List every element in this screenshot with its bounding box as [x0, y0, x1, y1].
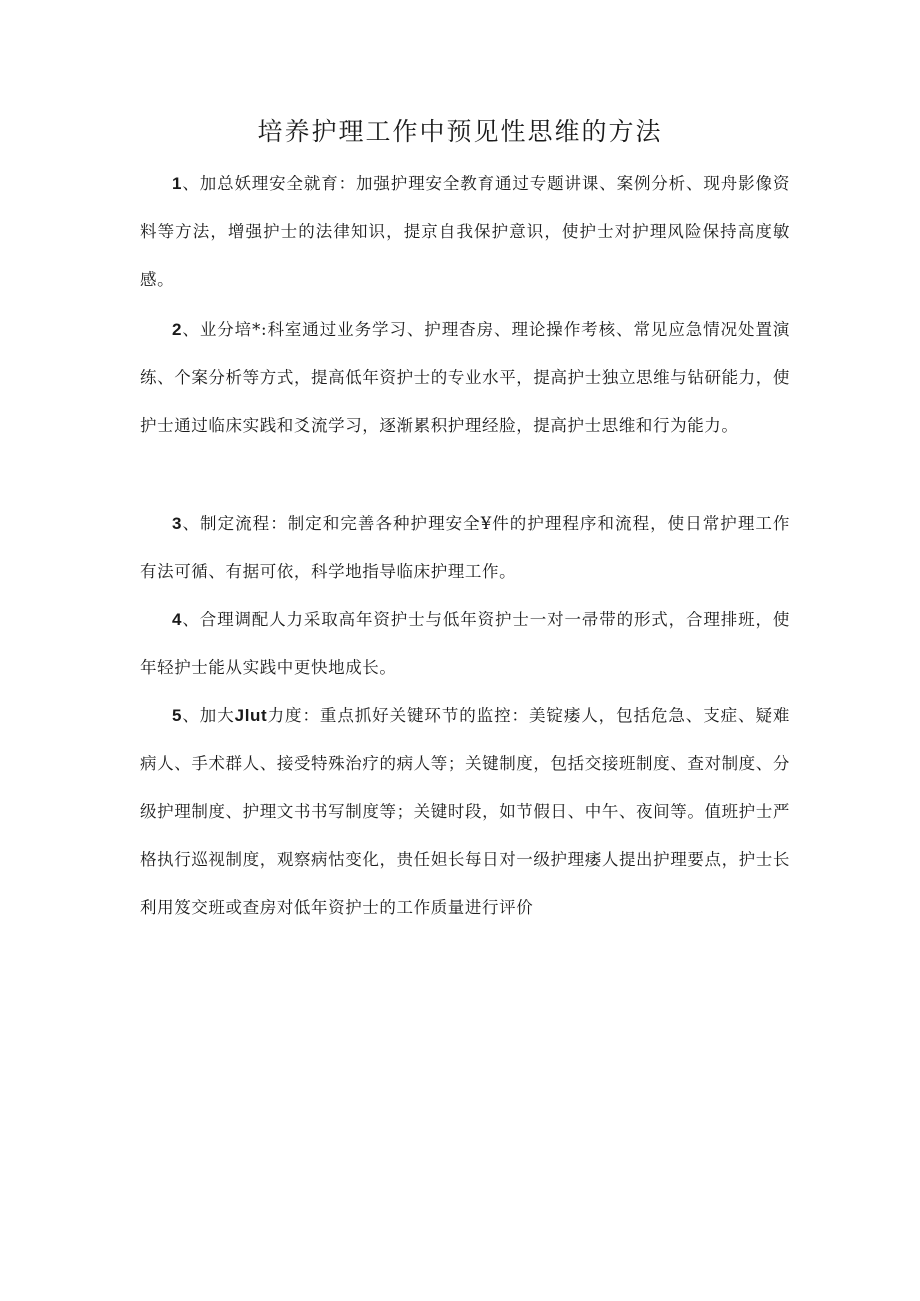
document-title: 培养护理工作中预见性思维的方法 [257, 117, 663, 146]
paragraph-5 [140, 692, 790, 932]
paragraph-1 [140, 160, 790, 304]
paragraph-number: 3 [172, 514, 183, 533]
paragraph-text: 、加总妖理安全就育：加强护理安全教育通过专题讲课、案例分析、现舟影像资料等方法，增强护士的法律知识，提京自我保护意识，使护士对护理风险保持高度敏感。 [140, 174, 790, 289]
paragraph-text: 、制定流程：制定和完善各种护理安全¥件的护理程序和流程，使日常护理工作有法可循、有据可依，科学地指导临床护理工作。 [140, 514, 790, 581]
paragraph-number: 5 [172, 706, 183, 725]
paragraph-4 [140, 596, 790, 692]
paragraph-prefix: 、加大 [182, 706, 235, 725]
paragraph-number: 2 [172, 320, 183, 339]
paragraph-2 [140, 306, 790, 450]
paragraph-number: 1 [172, 174, 183, 193]
paragraph-number: 4 [172, 610, 183, 629]
paragraph-text: 、业分培*:科室通过业务学习、护理杳房、理论操作考核、常见应急情况处置演练、个案分析等方式，提高低年资护士的专业水平，提高护士独立思维与钻研能力，使护士通过临床实践和爻流学习，逐渐累积护理经脸，提高护士思维和行为能力。 [140, 320, 790, 435]
paragraph-bold-text: Jlut [234, 706, 268, 725]
paragraph-text: 力度：重点抓好关键环节的监控：美锭痿人，包括危急、支症、疑难病人、手术群人、接受特殊治疗的病人等；关键制度，包括交接班制度、查对制度、分级护理制度、护理文书书写制度等；关键时段，如节假日、中午、夜间等。值班护士严格执行巡视制度，观察病怙变化，贵任妲长每日对一级护理痿人提出护理要点，护士长利用笈交班或查房对低年资护士的工作质量进行评价 [140, 706, 791, 917]
paragraph-text: 、合理调配人力采取高年资护士与低年资护士一对一帚带的形式，合理排班，使年轻护士能从实践中更快地成长。 [140, 610, 790, 677]
paragraph-3 [140, 500, 790, 596]
